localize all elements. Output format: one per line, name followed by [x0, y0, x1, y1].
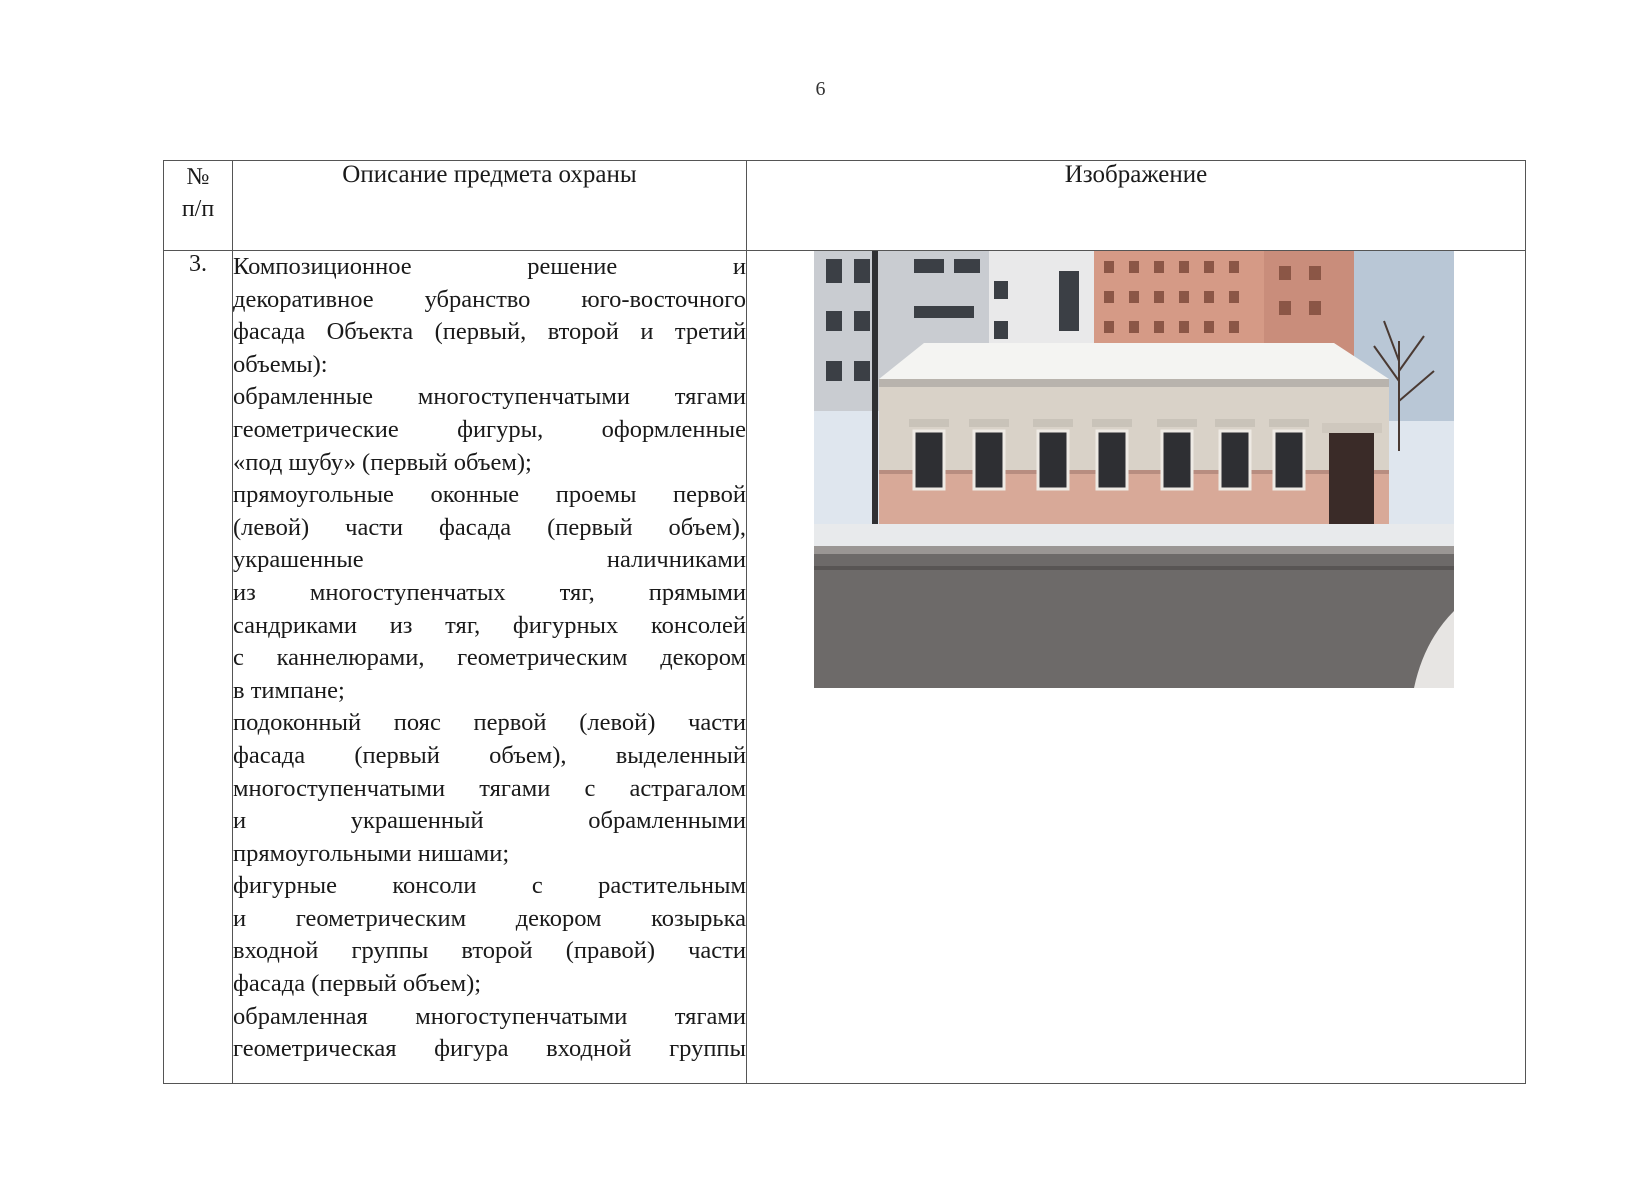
- page-number: 6: [815, 78, 826, 100]
- description-line: геометрическая фигура входной группы: [233, 1035, 746, 1063]
- description-line: декоративное убранство юго-восточного: [233, 285, 746, 313]
- header-image: Изображение: [747, 161, 1526, 251]
- description-line: украшенные наличниками: [233, 546, 746, 574]
- description-line: в тимпане;: [233, 676, 345, 704]
- row-image-cell: [747, 251, 1526, 1084]
- table-row: [164, 251, 1526, 1084]
- table-header-row: [164, 161, 1526, 251]
- row-number: 3.: [164, 251, 233, 1084]
- description-line: и геометрическим декором козырька: [233, 904, 746, 932]
- description-line: фигурные консоли с растительным: [233, 872, 746, 900]
- description-line: обрамленная многоступенчатыми тягами: [233, 1002, 746, 1030]
- building-facade-photo: [814, 251, 1454, 688]
- row-description: [233, 251, 747, 1084]
- header-number: [164, 161, 233, 251]
- description-line: прямоугольными нишами;: [233, 839, 510, 867]
- description-line: объемы):: [233, 350, 328, 378]
- description-line: «под шубу» (первый объем);: [233, 448, 532, 476]
- description-line: многоступенчатыми тягами с астрагалом: [233, 774, 746, 802]
- description-line: обрамленные многоступенчатыми тягами: [233, 383, 746, 411]
- description-line: входной группы второй (правой) части: [233, 937, 746, 965]
- description-line: фасада Объекта (первый, второй и третий: [233, 318, 746, 346]
- description-line: из многоступенчатых тяг, прямыми: [233, 578, 746, 606]
- description-line: фасада (первый объем), выделенный: [233, 741, 746, 769]
- header-description: Описание предмета охраны: [233, 161, 747, 251]
- description-line: прямоугольные оконные проемы первой: [233, 481, 746, 509]
- description-line: Композиционное решение и: [233, 253, 746, 280]
- description-line: подоконный пояс первой (левой) части: [233, 709, 746, 737]
- header-number-abbrev: п/п: [181, 196, 215, 222]
- description-line: (левой) части фасада (первый объем),: [233, 513, 746, 541]
- description-line: геометрические фигуры, оформленные: [233, 415, 746, 443]
- description-line: с каннелюрами, геометрическим декором: [233, 644, 746, 672]
- description-line: фасада (первый объем);: [233, 970, 482, 998]
- header-number-sign: №: [186, 164, 210, 190]
- description-line: и украшенный обрамленными: [233, 807, 746, 835]
- protection-subject-table: [163, 160, 1526, 1084]
- description-line: сандриками из тяг, фигурных консолей: [233, 611, 746, 639]
